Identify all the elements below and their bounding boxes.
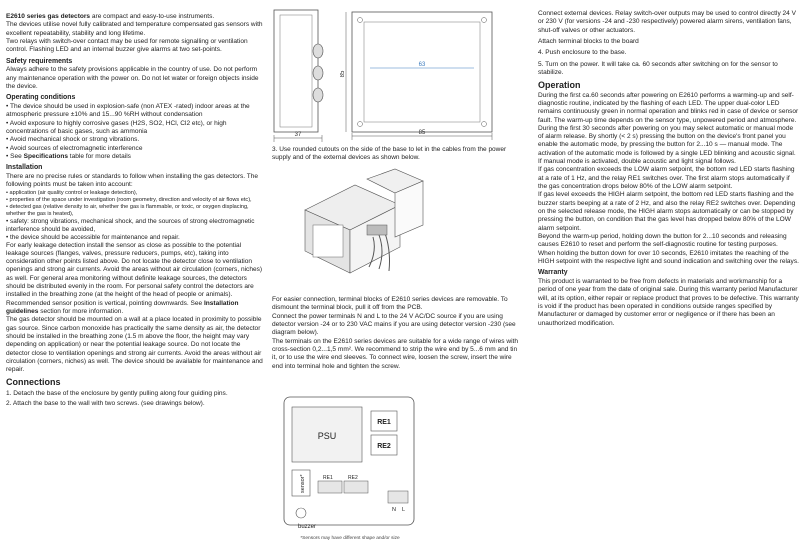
column-right [538,10,800,328]
safety-heading: Safety requirements [6,57,73,65]
operation-paragraph-2: During the first 30 seconds after powering on you may select automatic or manual mode of alarm release. By shortly (< 2 s) pressing the button on the device's front panel you enable the automatic mode, by pressing the button for 2...10 s — manual mode. The activation of the automatic mode is followed by a single LED blinking and acoustic signal. If manual mode is activated, double acoustic and light signal follows. [538,124,796,166]
step-5: 5. Turn on the power. It will take ca. 60 seconds after switching on for the sensor to stabilize. [538,60,778,76]
installation-heading: Installation [6,164,43,172]
cutout-3 [313,88,323,102]
buzzer-label: buzzer [298,524,317,530]
installation-item: • properties of the space under investigation (room geometry, direction and velocity of air flows etc), [6,196,252,203]
opcond-item: • The device should be used in explosion-safe (non ATEX -rated) indoor areas at the atmospheric pressure ±10% and 15...90 %RH without condensation [6,103,250,119]
installation-intro: There are no precise rules or standards to follow when installing the gas detectors. The following points must be taken into account: [6,172,259,189]
safety-text: Always adhere to the safety provisions applicable in the country of use. Do not perform any maintenance operation with the power on. Do not let water or foreign objects inside the device. [6,66,259,90]
pcb-wiring-diagram [278,395,428,545]
connections-step-2: 2. Attach the base to the wall with two screws. (see drawings below). [6,400,205,408]
operation-paragraph-1: During the first ca.60 seconds after powering on E2610 performs a warming-up and self-diagnostic routine, indicated by the flashing of each LED. The upper dual-color LED remains continuously green in normal operation and blinks red in case of device or sensor fault. The warm-up time depends on the sensor type, unpowered period and atmosphere. [538,91,799,124]
operation-heading: Operation [538,80,581,91]
connections-step-3: 3. Use rounded cutouts on the side of the base to let in the cables from the power supply and of the external devices as shown below. [272,146,507,162]
intro-line-3: Two relays with switch-over contact may be used for remote signalling or ventilation control. Flashing LED and an internal buzzer give alarms at two set-points. [6,37,248,54]
product-name: E2610 series gas detectors [6,13,91,20]
installation-item: • the device should be accessible for maintenance and repair. [6,233,180,241]
operation-paragraph-3: If gas concentration exceeds the LOW alarm setpoint, the bottom red LED starts flashing at a rate of 1 Hz, and the relay RE1 switches over. The first alarm stops automatically if the gas concentration drops below 80% of the LOW alarm setpoint. [538,166,795,191]
sensor-footnote: *Sensors may have different shape and/or size [300,536,400,541]
opcond-item: • See Specifications table for more details [6,152,131,160]
column-middle-text [272,296,520,371]
opcond-item: • Avoid mechanical shock or strong vibrations. [6,136,140,144]
attach-terminal-blocks: Attach terminal blocks to the board [538,37,639,45]
sensor-label: sensor* [300,474,306,493]
front-outline [352,12,492,132]
warranty-text: This product is warranted to be free from defects in materials and workmanship for a period of one year from the date of original sale. During this warranty period Manufacturer will, at its option, either repair or replace product that proves to be defective. This warranty is void if the product has been operated in conditions outside ranges specified by Manufacturer or damaged by customer error or negligence or if there has been an unauthorized modification. [538,277,799,327]
intro-paragraph: E2610 series gas detectors are compact and easy-to-use instruments. [6,13,215,20]
pcb-face [313,225,343,257]
operation-paragraph-5: Beyond the warm-up period, holding down the button for 2...10 seconds and releasing causes E2610 to reset and perform the self-diagnostic routine for testing purposes. [538,232,787,249]
installation-item: • application (air quality control or leakage detection), [6,189,138,196]
terminal-n-label: N [392,507,396,513]
enclosure-cable-drawing [295,165,445,293]
installation-item: • detected gas (relative density to air, whether the gas is flammable, or toxic, or oxygen displacing, whether the gas is heated), [6,203,249,217]
power-terminals [388,491,408,503]
installation-item: • safety: strong vibrations, mechanical shock, and the sources of strong electromagnetic interference should be avoided, [6,217,255,233]
external-devices-text: Connect external devices. Relay switch-over outputs may be used to control directly 24 V or 230 V (for versions -24 and -230 respectively) powered alarm sirens, ventilation fans, shut-off valves or other actuators. [538,10,797,34]
re2-terminals [344,481,368,493]
relay-1-label: RE1 [377,419,391,426]
installation-paragraph-2: For early leakage detection install the sensor as close as possible to the potential leakage sources (flanges, valves, pressure reducers, pumps, etc), taking into consideration other points listed above. Do not locate the detector close to ventilation openings and strong air currents. Avoid the areas without air circulation (corners, niches) as well. For general area monitoring without definite leakage sources, the detectors should be distributed evenly in the room. For personal safety control the detectors are installed in the breathing zone (at the height of the head of people or animals). Recommended sensor position is vertical, pointing downwards. See Installation guidelines section for more information. [6,241,263,316]
enclosure-front-drawing [340,4,510,144]
re1-terminal-label: RE1 [323,475,333,481]
relay-2-label: RE2 [377,443,391,450]
warranty-heading: Warranty [538,269,568,277]
buzzer-circle [296,508,306,518]
opcond-item: • Avoid exposure to highly corrosive gases (H2S, SO2, HCl, Cl2 etc), or high concentrations of basic gases, such as ammonia [6,119,227,135]
connections-step-1: 1. Detach the base of the enclosure by gently pulling along four guiding pins. [6,389,228,397]
column-left [6,13,264,409]
re1-terminals [318,481,342,493]
opcond-item: • Avoid sources of electromagnetic interference [6,144,143,152]
terminal-l-label: L [402,507,406,513]
connections-heading: Connections [6,376,61,387]
power-terminals-text: Connect the power terminals N and L to the 24 V AC/DC source if you are using detector version -24 or to 230 VAC mains if you are using detector version -230 (see diagram below). [272,312,516,337]
dim-85b-label: 85 [418,130,426,136]
installation-paragraph-3: The gas detector should be mounted on a wall at a place located in proximity to possible gas source. Since carbon monoxide has practically the same density as air, the detector should be installed in the breathing zone (1.5 m above the floor, the height may vary depending on application) or near the potential leakage source. Do not locate the detector close to ventilation openings and strong air currents. Avoid the areas without air circulation (corners, niches) as well. The device should be available for maintenance and repair. [6,316,263,374]
side-view-outline [274,10,318,132]
operation-paragraph-6: When holding the button down for over 10 seconds, E2610 imitates the reaching of the HIGH setpoint with the respective light and sound indication and switching over the relays. [538,249,799,265]
psu-label: PSU [317,431,337,441]
terminal-block [367,225,387,235]
operation-paragraph-4: If gas level exceeds the HIGH alarm setpoint, the bottom red LED starts flashing and the buzzer starts beeping at a rate of 2 Hz, and also the relay RE2 switches over. Depending on the selected release mode, the HIGH alarm stops automatically or can be stopped by pressing the button, on condition that the gas level has dropped below 80% of the LOW alarm setpoint. [538,191,796,232]
step-4: 4. Push enclosure to the base. [538,49,627,57]
dim-63-label: 63 [418,62,426,68]
dim-37-label: 37 [294,132,302,138]
intro-line-2: The devices utilise novel fully calibrated and temperature compensated gas sensors with excellent repeatability, stability and long lifetime. [6,21,263,37]
wire-section-text: The terminals on the E2610 series devices are suitable for a wide range of wires with cross-section 0,2...1,5 mm². We recommend to strip the wire end by 5...6 mm and tin it, or to use the wire end sleeves. To connect wire, loosen the screw, insert the wire end into terminal hole and tighten the screw. [272,337,518,370]
cutout-1 [313,44,323,58]
re2-terminal-label: RE2 [348,475,358,481]
cutout-2 [313,66,323,80]
operating-conditions-heading: Operating conditions [6,94,76,102]
dim-85-label: 85 [340,70,346,78]
terminal-blocks-removable: For easier connection, terminal blocks of E2610 series devices are removable. To dismount the terminal block, pull it off from the PCB. [272,296,508,312]
